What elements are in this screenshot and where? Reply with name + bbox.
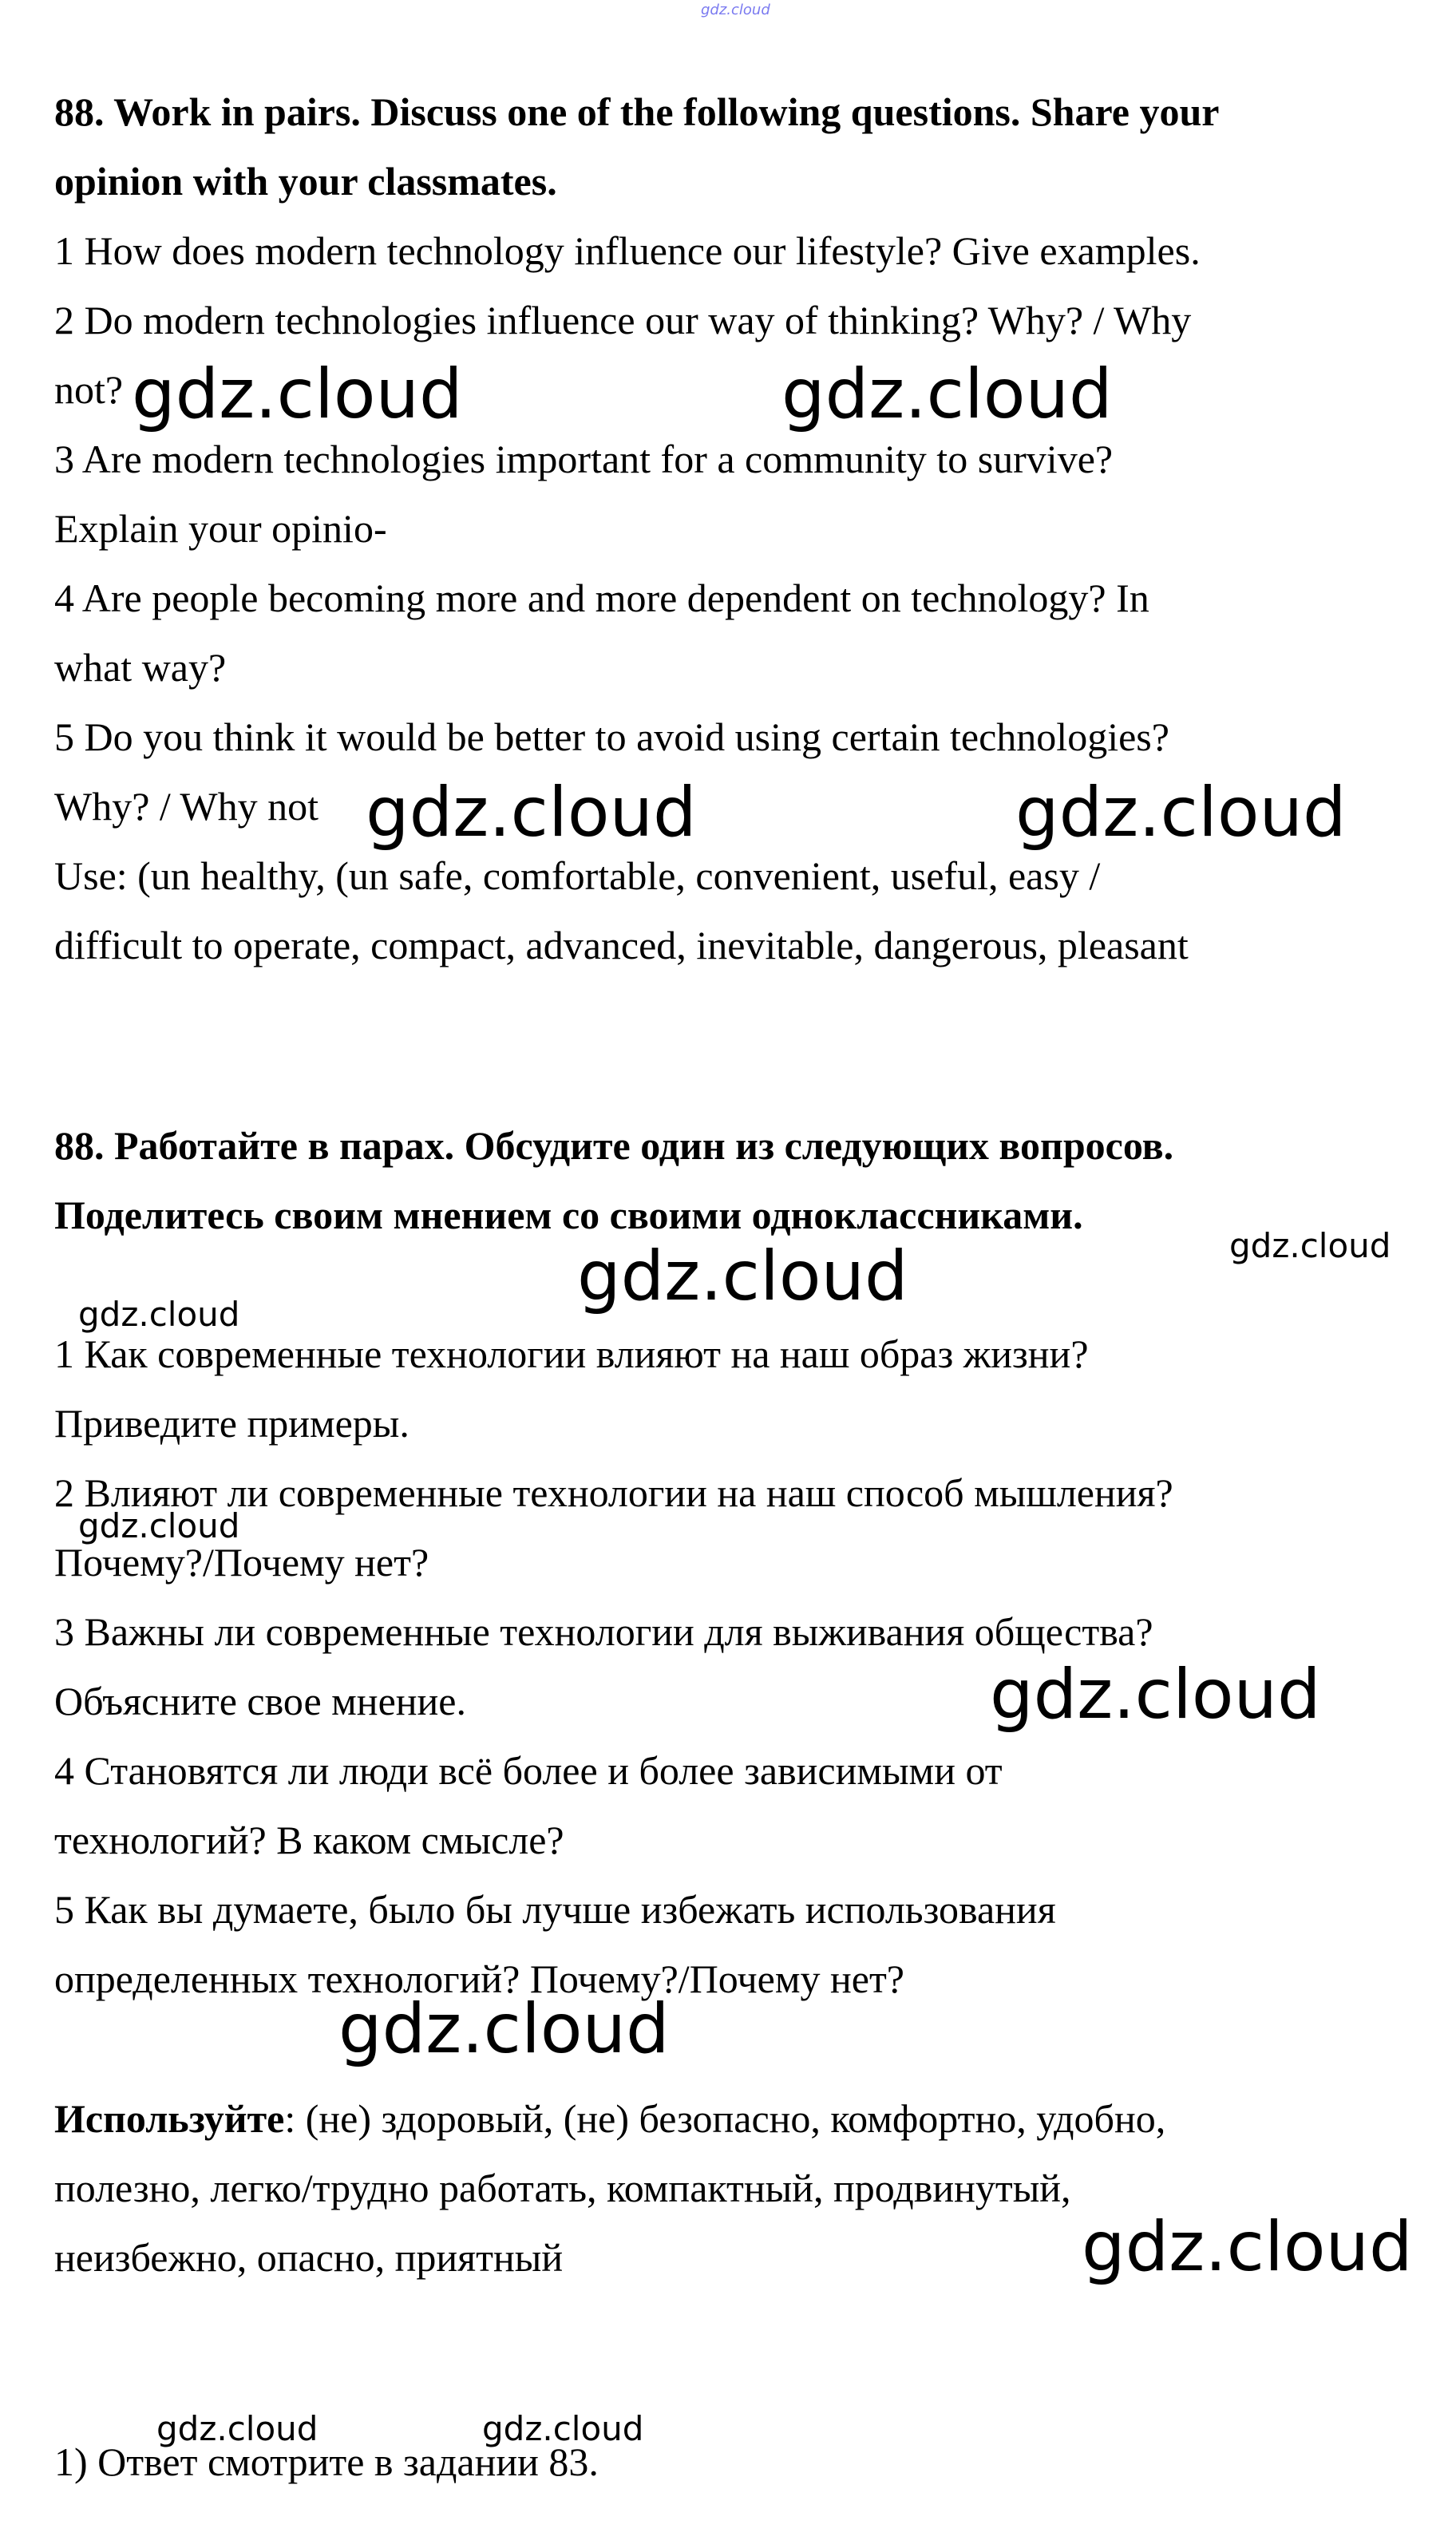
russian-question-1-line-1: 1 Как современные технологии влияют на наш образ жизни? xyxy=(54,1331,1089,1376)
watermark: gdz.cloud xyxy=(1082,2207,1413,2287)
watermark: gdz.cloud xyxy=(990,1655,1321,1735)
watermark: gdz.cloud xyxy=(338,1989,670,2069)
russian-heading-line-1: 88. Работайте в парах. Обсудите один из следующих вопросов. xyxy=(54,1123,1174,1168)
english-question-2-line-2: not? xyxy=(54,367,124,412)
english-question-4-line-2: what way? xyxy=(54,645,227,690)
watermark: gdz.cloud xyxy=(781,354,1113,434)
russian-heading-line-2: Поделитесь своим мнением со своими одноклассниками. xyxy=(54,1193,1083,1237)
english-use-line-1: Use: (un healthy, (un safe, comfortable, convenient, useful, easy / xyxy=(54,853,1101,898)
russian-question-5-line-2: определенных технологий? Почему?/Почему нет? xyxy=(54,1956,904,2001)
watermark: gdz.cloud xyxy=(78,1295,240,1334)
russian-use-line-3: неизбежно, опасно, приятный xyxy=(54,2235,564,2280)
russian-question-3-line-2: Объясните свое мнение. xyxy=(54,1679,466,1723)
english-use-line-2: difficult to operate, compact, advanced, inevitable, dangerous, pleasant xyxy=(54,923,1189,967)
english-heading-line-2: opinion with your classmates. xyxy=(54,159,557,204)
russian-question-4-line-2: технологий? В каком смысле? xyxy=(54,1818,564,1862)
watermark: gdz.cloud xyxy=(577,1236,908,1316)
russian-question-5-line-1: 5 Как вы думаете, было бы лучше избежать использования xyxy=(54,1887,1056,1932)
english-question-2-line-1: 2 Do modern technologies influence our way of thinking? Why? / Why xyxy=(54,298,1192,342)
watermark: gdz.cloud xyxy=(78,1506,240,1545)
russian-question-4-line-1: 4 Становятся ли люди всё более и более зависимыми от xyxy=(54,1748,1003,1793)
english-question-1: 1 How does modern technology influence our lifestyle? Give examples. xyxy=(54,228,1201,273)
russian-use-line-2: полезно, легко/трудно работать, компактный, продвинутый, xyxy=(54,2166,1071,2210)
watermark: gdz.cloud xyxy=(156,2409,318,2448)
watermark: gdz.cloud xyxy=(132,354,463,434)
english-question-3-line-1: 3 Are modern technologies important for a community to survive? xyxy=(54,437,1114,481)
watermark: gdz.cloud xyxy=(1229,1226,1391,1265)
russian-question-3-line-1: 3 Важны ли современные технологии для выживания общества? xyxy=(54,1609,1153,1654)
english-heading-line-1: 88. Work in pairs. Discuss one of the following questions. Share your xyxy=(54,89,1220,134)
top-watermark: gdz.cloud xyxy=(701,2,770,18)
russian-question-1-line-2: Приведите примеры. xyxy=(54,1401,410,1446)
english-question-5-line-2: Why? / Why not xyxy=(54,784,318,829)
watermark: gdz.cloud xyxy=(366,773,697,853)
russian-question-2-line-2: Почему?/Почему нет? xyxy=(54,1540,429,1585)
watermark: gdz.cloud xyxy=(1015,773,1347,853)
russian-use-label: Используйте xyxy=(54,2096,285,2141)
russian-question-2-line-1: 2 Влияют ли современные технологии на наш способ мышления? xyxy=(54,1470,1173,1515)
answer-note: 1) Ответ смотрите в задании 83. xyxy=(54,2439,599,2484)
english-question-5-line-1: 5 Do you think it would be better to avoid using certain technologies? xyxy=(54,714,1169,759)
russian-use-line-1-rest: : (не) здоровый, (не) безопасно, комфортно, удобно, xyxy=(284,2096,1166,2141)
russian-use-line-1 xyxy=(54,2095,1165,2142)
english-question-4-line-1: 4 Are people becoming more and more dependent on technology? In xyxy=(54,576,1149,620)
watermark: gdz.cloud xyxy=(482,2409,644,2448)
english-question-3-line-2: Explain your opinio- xyxy=(54,506,387,551)
